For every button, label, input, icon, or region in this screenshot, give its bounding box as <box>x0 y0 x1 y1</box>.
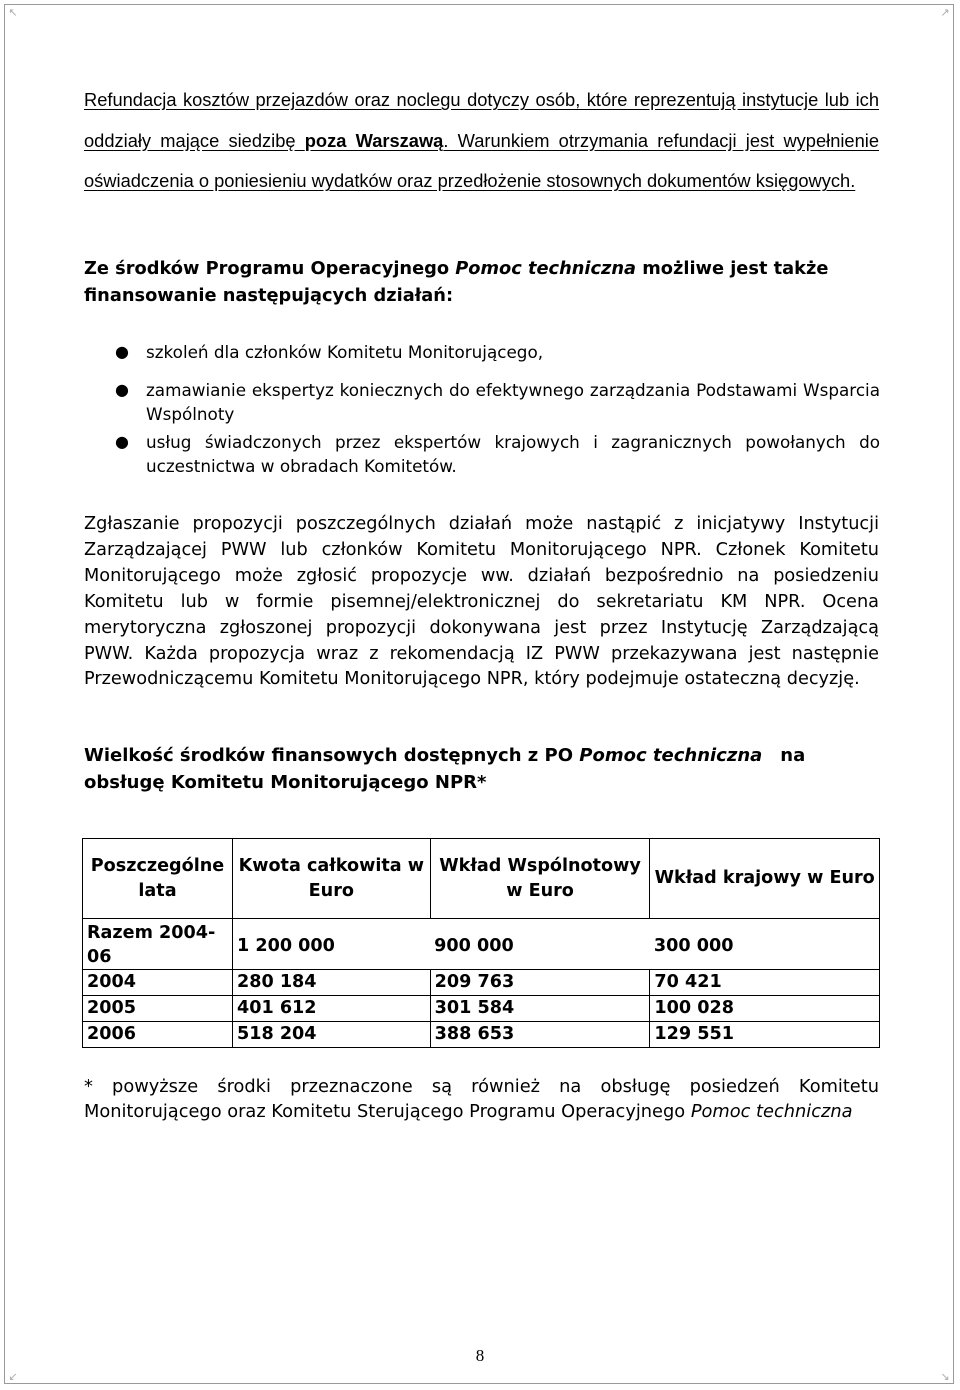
funds-table <box>82 838 880 1048</box>
table-cell: 2004 <box>83 970 233 996</box>
funds-heading <box>84 742 884 796</box>
column-header: Kwota całkowita w Euro <box>232 839 430 919</box>
table-cell: 518 204 <box>232 1022 430 1048</box>
funds-heading-start: Wielkość środków finansowych dostępnych z PO <box>84 745 580 766</box>
table-row <box>83 1022 880 1048</box>
page-number: 8 <box>475 1346 485 1365</box>
list-item <box>84 430 880 478</box>
financing-heading-end: możliwe jest także finansowanie następujących działań: <box>84 258 829 306</box>
refund-paragraph <box>84 80 879 202</box>
table-cell: 2005 <box>83 996 233 1022</box>
corner-mark-icon: ↖ <box>8 6 18 19</box>
list-item-text: zamawianie ekspertyz koniecznych do efektywnego zarządzania Podstawami Wsparcia Wspólnoty <box>146 380 880 424</box>
program-name: Pomoc techniczna <box>455 258 637 279</box>
table-cell: 129 551 <box>650 1022 880 1048</box>
table-cell: 1 200 000 <box>232 919 430 970</box>
table-row <box>83 996 880 1022</box>
page-border <box>4 4 954 1384</box>
refund-text-end: . Warunkiem otrzymania refundacji jest wypełnienie oświadczenia o poniesieniu wydatków oraz przedłożenie stosownych dokumentów księgowych. <box>84 129 879 191</box>
table-cell: 388 653 <box>430 1022 650 1048</box>
corner-mark-icon: ↘ <box>940 1370 950 1383</box>
table-header-row <box>83 839 880 919</box>
list-item-text: usług świadczonych przez ekspertów krajowych i zagranicznych powołanych do uczestnictwa w obradach Komitetów. <box>146 432 880 476</box>
financing-list <box>84 340 880 478</box>
financing-heading-start: Ze środków Programu Operacyjnego <box>84 258 456 279</box>
list-item <box>84 378 880 426</box>
table-cell: Razem 2004-06 <box>83 919 233 970</box>
proposals-paragraph: Zgłaszanie propozycji poszczególnych działań może nastąpić z inicjatywy Instytucji Zarządzającej PWW lub członków Komitetu Monitorującego NPR. Członek Komitetu Monitorującego może zgłosić propozycje ww. działań bezpośrednio na posiedzeniu Komitetu lub w formie pisemnej/elektronicznej do sekretariatu KM NPR. Ocena merytoryczna zgłoszonej propozycji dokonywana jest przez Instytucję Zarządzającą PWW. Każda propozycja wraz z rekomendacją IZ PWW przekazywana jest następnie Przewodniczącemu Komitetu Monitorującego NPR, który podejmuje ostateczną decyzję. <box>84 514 879 690</box>
column-header: Wkład krajowy w Euro <box>650 839 880 919</box>
financing-heading <box>84 256 884 309</box>
table-cell: 900 000 <box>434 936 514 956</box>
table-cell: 100 028 <box>650 996 880 1022</box>
table-cell: 401 612 <box>232 996 430 1022</box>
program-name: Pomoc techniczna <box>690 1101 853 1123</box>
program-name: Pomoc techniczna <box>579 745 763 766</box>
table-cell: 2006 <box>83 1022 233 1048</box>
table-cell: 280 184 <box>232 970 430 996</box>
table-cell: 301 584 <box>430 996 650 1022</box>
list-item-text: szkoleń dla członków Komitetu Monitorującego, <box>146 342 544 362</box>
bullet-icon: ● <box>115 432 129 451</box>
footnote-text: * powyższe środki przeznaczone są również na obsługę posiedzeń Komitetu Monitorującego oraz Komitetu Sterującego Programu Operacyjnego <box>84 1076 879 1123</box>
table-cell: 300 000 <box>650 919 880 970</box>
corner-mark-icon: ↙ <box>8 1370 18 1383</box>
column-header: Poszczególne lata <box>83 839 233 919</box>
footnote <box>84 1074 879 1125</box>
table-cell: 70 421 <box>650 970 880 996</box>
corner-mark-icon: ↗ <box>940 6 950 19</box>
table-total-row <box>83 919 880 970</box>
refund-bold-location: poza Warszawą <box>304 129 444 151</box>
table-cell: 209 763 <box>430 970 650 996</box>
funds-heading-end: na obsługę Komitetu Monitorującego NPR* <box>84 745 806 793</box>
column-header: Wkład Wspólnotowy w Euro <box>430 839 650 919</box>
bullet-icon: ● <box>115 342 129 361</box>
bullet-icon: ● <box>115 380 129 399</box>
table-row <box>83 970 880 996</box>
list-item <box>84 340 880 364</box>
refund-text-start: Refundacja kosztów przejazdów oraz noclegu dotyczy osób, które reprezentują instytucje lub ich oddziały mające siedzibę <box>84 89 879 151</box>
